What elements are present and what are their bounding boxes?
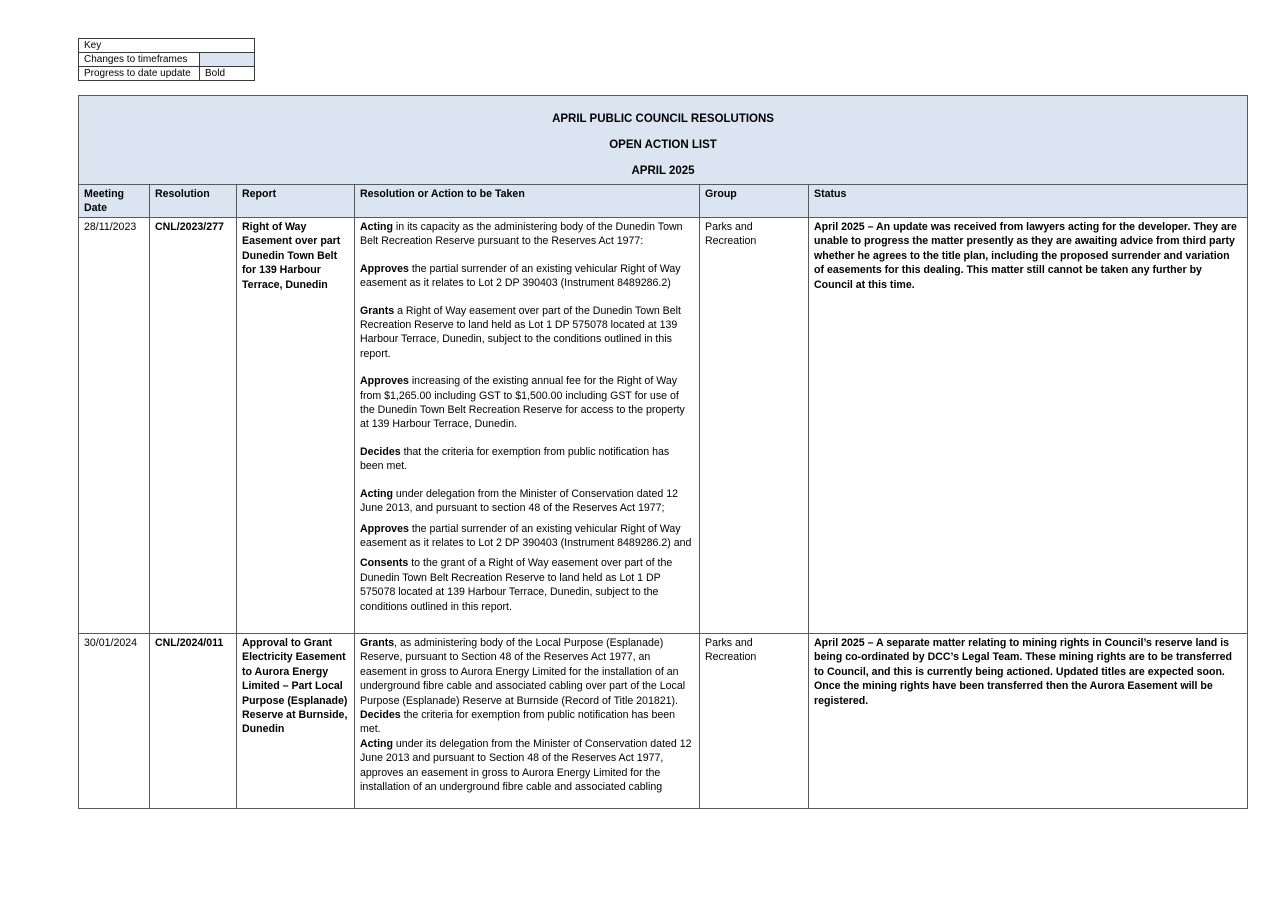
key-title: Key	[79, 39, 255, 53]
document-header	[79, 96, 1248, 185]
key-swatch-timeframes	[200, 53, 255, 67]
key-value-progress: Bold	[200, 67, 255, 81]
action-paragraph: Acting under its delegation from the Minister of Conservation dated 12 June 2013 and pursuant to Section 48 of the Reserves Act 1977, approves an easement in gross to Aurora Energy Limited for the installation of an underground fibre cable and associated cabling	[360, 737, 692, 794]
key-table	[78, 38, 255, 81]
action-paragraph: Approves the partial surrender of an existing vehicular Right of Way easement as it relates to Lot 2 DP 390403 (Instrument 8489286.2)	[360, 262, 681, 290]
action-text	[360, 636, 694, 794]
key-label-progress: Progress to date update	[79, 67, 200, 81]
action-paragraph: Grants, as administering body of the Local Purpose (Esplanade) Reserve, pursuant to Section 48 of the Reserves Act 1977, an easement in gross to Aurora Energy Limited for the installation of an underground fibre cable and associated cabling over part of the Local Purpose (Esplanade) Reserve at Burnside (Record of Title 201821).	[360, 637, 686, 707]
table-row	[79, 634, 1248, 809]
action-cell	[355, 634, 700, 809]
key-label-timeframes: Changes to timeframes	[79, 53, 200, 67]
action-cell	[355, 218, 700, 634]
action-paragraph: Approves increasing of the existing annual fee for the Right of Way from $1,265.00 including GST to $1,500.00 including GST for use of the Dunedin Town Belt Recreation Reserve for access to the property at 139 Harbour Terrace, Dunedin.	[360, 375, 685, 431]
action-paragraph: Acting in its capacity as the administering body of the Dunedin Town Belt Recreation Reserve pursuant to the Reserves Act 1977:	[360, 221, 683, 248]
col-group: Group	[700, 185, 809, 218]
col-report: Report	[237, 185, 355, 218]
status-update: April 2025 – An update was received from lawyers acting for the developer. They are unable to progress the matter presently as they are awaiting advice from third party whether he agrees to the title plan, including the proposed surrender and variation of easements for this dealing. This matter still cannot be taken any further by Council at this time.	[809, 218, 1248, 634]
action-paragraph: Decides that the criteria for exemption from public notification has been met.	[360, 445, 670, 473]
group: Parks and Recreation	[700, 634, 809, 809]
resolutions-table	[78, 95, 1248, 809]
meeting-date: 28/11/2023	[79, 218, 150, 634]
table-row	[79, 218, 1248, 634]
resolution-number: CNL/2023/277	[150, 218, 237, 634]
resolution-number: CNL/2024/011	[150, 634, 237, 809]
col-action: Resolution or Action to be Taken	[355, 185, 700, 218]
report-title: Approval to Grant Electricity Easement to Aurora Energy Limited – Part Local Purpose (Esplanade) Reserve at Burnside, Dunedin	[237, 634, 355, 809]
action-paragraph: Approves the partial surrender of an existing vehicular Right of Way easement as it relates to Lot 2 DP 390403 (Instrument 8489286.2) and	[360, 522, 692, 549]
report-title: Right of Way Easement over part Dunedin Town Belt for 139 Harbour Terrace, Dunedin	[237, 218, 355, 634]
header-title: APRIL PUBLIC COUNCIL RESOLUTIONS	[552, 113, 774, 125]
action-paragraph: Grants a Right of Way easement over part of the Dunedin Town Belt Recreation Reserve to land held as Lot 1 DP 575078 located at 139 Harbour Terrace, Dunedin, subject to the conditions outlined in this report.	[360, 304, 681, 360]
group: Parks and Recreation	[700, 218, 809, 634]
action-paragraph: Acting under delegation from the Minister of Conservation dated 12 June 2013, and pursuant to section 48 of the Reserves Act 1977;	[360, 487, 678, 515]
meeting-date: 30/01/2024	[79, 634, 150, 809]
col-resolution: Resolution	[150, 185, 237, 218]
action-text	[360, 220, 694, 614]
action-paragraph: Decides the criteria for exemption from public notification has been met.	[360, 709, 676, 736]
col-status: Status	[809, 185, 1248, 218]
header-subtitle: OPEN ACTION LIST	[609, 139, 717, 151]
action-paragraph: Consents to the grant of a Right of Way easement over part of the Dunedin Town Belt Recreation Reserve to land held as Lot 1 DP 575078 located at 139 Harbour Terrace, Dunedin, subject to the conditions outlined in this report.	[360, 557, 673, 613]
col-meeting-date: Meeting Date	[79, 185, 150, 218]
status-update: April 2025 – A separate matter relating to mining rights in Council’s reserve land is being co-ordinated by DCC’s Legal Team. These mining rights are to be transferred to Council, and this is currently being actioned. Updated titles are expected soon. Once the mining rights have been transferred then the Aurora Easement will be registered.	[809, 634, 1248, 809]
header-date: APRIL 2025	[631, 165, 695, 177]
column-header-row	[79, 185, 1248, 218]
